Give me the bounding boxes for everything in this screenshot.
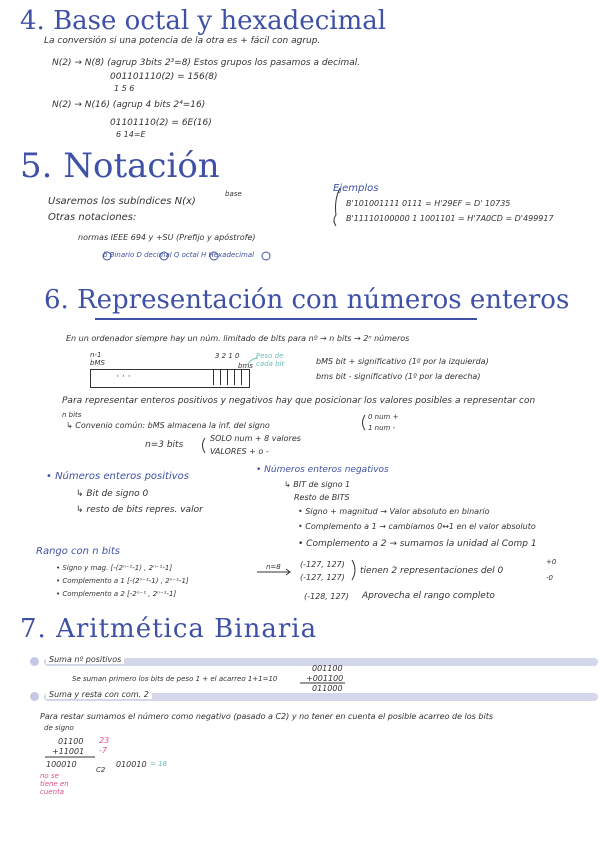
s7-op-2: +11001: [52, 747, 85, 756]
s7-suma-title: Suma nº positivos: [46, 655, 124, 664]
s6-positivos-1: ↳ Bit de signo 0: [76, 489, 149, 499]
s6-positivos-2: ↳ resto de bits repres. valor: [76, 505, 203, 515]
s7-resta-title: Suma y resta con com. 2: [46, 690, 152, 699]
s6-rango-signo: • Signo y mag. [-(2ⁿ⁻¹-1) , 2ⁿ⁻¹-1]: [56, 564, 173, 572]
s5-example-2: B'11110100000 1 1001101 = H'7A0CD = D'499917: [346, 214, 554, 223]
s4-hex-bits: 01101110(2) = 6E(16): [110, 118, 212, 128]
s6-solo: SOLO num + 8 valores: [210, 434, 301, 443]
s7-resta-text-2: de signo: [44, 724, 74, 732]
s7-op-result: 100010: [46, 760, 77, 769]
s6-bms-desc: bms bit - significativo (1º por la derecha): [316, 372, 481, 381]
s7-c2-result: 010010: [116, 760, 147, 769]
s6-para-nbits: n bits: [62, 411, 82, 419]
s6-bit-indices: 3 2 1 0: [215, 352, 240, 360]
s6-rango-val-2: (-127, 127): [300, 573, 345, 582]
s6-bms-label: bms: [238, 362, 253, 370]
s6-signo-magnitud: • Signo + magnitud → Valor absoluto en binario: [298, 507, 490, 516]
s5-example-1: B'101001111 0111 = H'29EF = D' 10735: [346, 199, 511, 208]
section-4-title: 4. Base octal y hexadecimal: [20, 6, 387, 36]
s6-valores: VALORES + o -: [210, 447, 269, 456]
s4-octal-digits: 1 5 6: [114, 84, 135, 93]
s7-no-note: no se tiene en cuenta: [40, 772, 69, 796]
s6-conv-pos: 0 num +: [368, 413, 399, 421]
s7-val-2: -7: [99, 746, 107, 755]
s6-dos-representaciones: tienen 2 representaciones del 0: [360, 566, 504, 576]
s6-zero-neg: -0: [546, 574, 553, 582]
s5-base-label: base: [225, 190, 242, 198]
s7-op-1: 01100: [58, 737, 84, 746]
s6-n1-label: n-1: [90, 351, 102, 359]
s4-hex-digits: 6 14=E: [116, 130, 146, 139]
s7-suma-result: 011000: [312, 684, 343, 693]
s5-bullet-subindices: Usaremos los subíndices N(x): [48, 196, 196, 207]
section-6-underline: [95, 318, 477, 320]
s5-examples-title: Ejemplos: [333, 183, 379, 194]
s6-negativos-1: ↳ BIT de signo 1: [284, 480, 351, 489]
section-6-title: 6. Representación con números enteros: [44, 285, 570, 315]
s7-val-1: 23: [99, 736, 110, 745]
s6-zero-pos: +0: [546, 558, 557, 566]
suma-resta-dot: [30, 692, 39, 701]
s6-negativos-2: Resto de BITS: [294, 493, 350, 502]
s7-c2-label: C2: [96, 766, 106, 774]
s6-positivos-title: • Números enteros positivos: [46, 471, 189, 482]
s6-convenio: ↳ Convenio común: bMS almacena la inf. del signo: [66, 421, 270, 430]
s4-bullet-octal: N(2) → N(8) (agrup 3bits 2³=8) Estos grupos los pasamos a decimal.: [52, 58, 361, 68]
s7-c2-value: = 18: [150, 760, 167, 768]
s6-para: Para representar enteros positivos y negativos hay que posicionar los valores posibles a representar con: [62, 396, 536, 406]
s6-n8: n=8: [266, 563, 281, 571]
s6-rango-c2: • Complemento a 2 [-2ⁿ⁻¹ , 2ⁿ⁻¹-1]: [56, 590, 177, 598]
s7-suma-op-2: +001100: [306, 674, 344, 683]
s6-peso-note: Peso de cada bit: [256, 352, 285, 368]
s6-n3: n=3 bits: [145, 440, 184, 450]
s5-normas: normas IEEE 694 y +SU (Prefijo y apóstrofe): [78, 233, 256, 242]
register-dots: · · ·: [116, 372, 131, 382]
s6-rango-val-1: (-127, 127): [300, 560, 345, 569]
s6-rango-val-3: (-128, 127): [304, 592, 349, 601]
s6-complemento-1: • Complemento a 1 → cambiamos 0↔1 en el valor absoluto: [298, 522, 536, 531]
s6-complemento-2: • Complemento a 2 → sumamos la unidad al Comp 1: [298, 539, 537, 549]
s5-bullet-notaciones: Otras notaciones:: [48, 212, 137, 223]
s6-aprovecha: Aprovecha el rango completo: [362, 591, 495, 601]
s6-bMS-desc: bMS bit + significativo (1º por la izquierda): [316, 357, 489, 366]
s7-suma-text: Se suman primero los bits de peso 1 + el acarreo 1+1=10: [72, 675, 278, 683]
suma-positivos-dot: [30, 657, 39, 666]
section-4-intro: La conversión si una potencia de la otra es + fácil con agrup.: [44, 36, 321, 46]
s6-rango-c1: • Complemento a 1 [-(2ⁿ⁻¹-1) , 2ⁿ⁻¹-1]: [56, 577, 189, 585]
s6-negativos-title: • Números enteros negativos: [256, 465, 389, 475]
register-bit-cells: [213, 369, 248, 385]
s7-suma-op-1: 001100: [312, 664, 343, 673]
s5-legend: b Binario D decimal Q octal H Hexadecimal: [103, 251, 255, 259]
s7-resta-text: Para restar sumamos el número como negativo (pasado a C2) y no tener en cuenta el posible acarreo de los bits: [40, 712, 493, 721]
section-5-title: 5. Notación: [20, 146, 220, 186]
section-7-title: 7. Aritmética Binaria: [20, 614, 318, 644]
s4-octal-bits: 001101110(2) = 156(8): [110, 72, 218, 82]
s6-intro: En un ordenador siempre hay un núm. limitado de bits para nº → n bits → 2ⁿ números: [66, 334, 410, 343]
s6-rango-title: Rango con n bits: [36, 546, 120, 557]
s4-bullet-hex: N(2) → N(16) (agrup 4 bits 2⁴=16): [52, 100, 206, 110]
s6-conv-neg: 1 num -: [368, 424, 396, 432]
s6-bMS-label: bMS: [90, 359, 105, 367]
